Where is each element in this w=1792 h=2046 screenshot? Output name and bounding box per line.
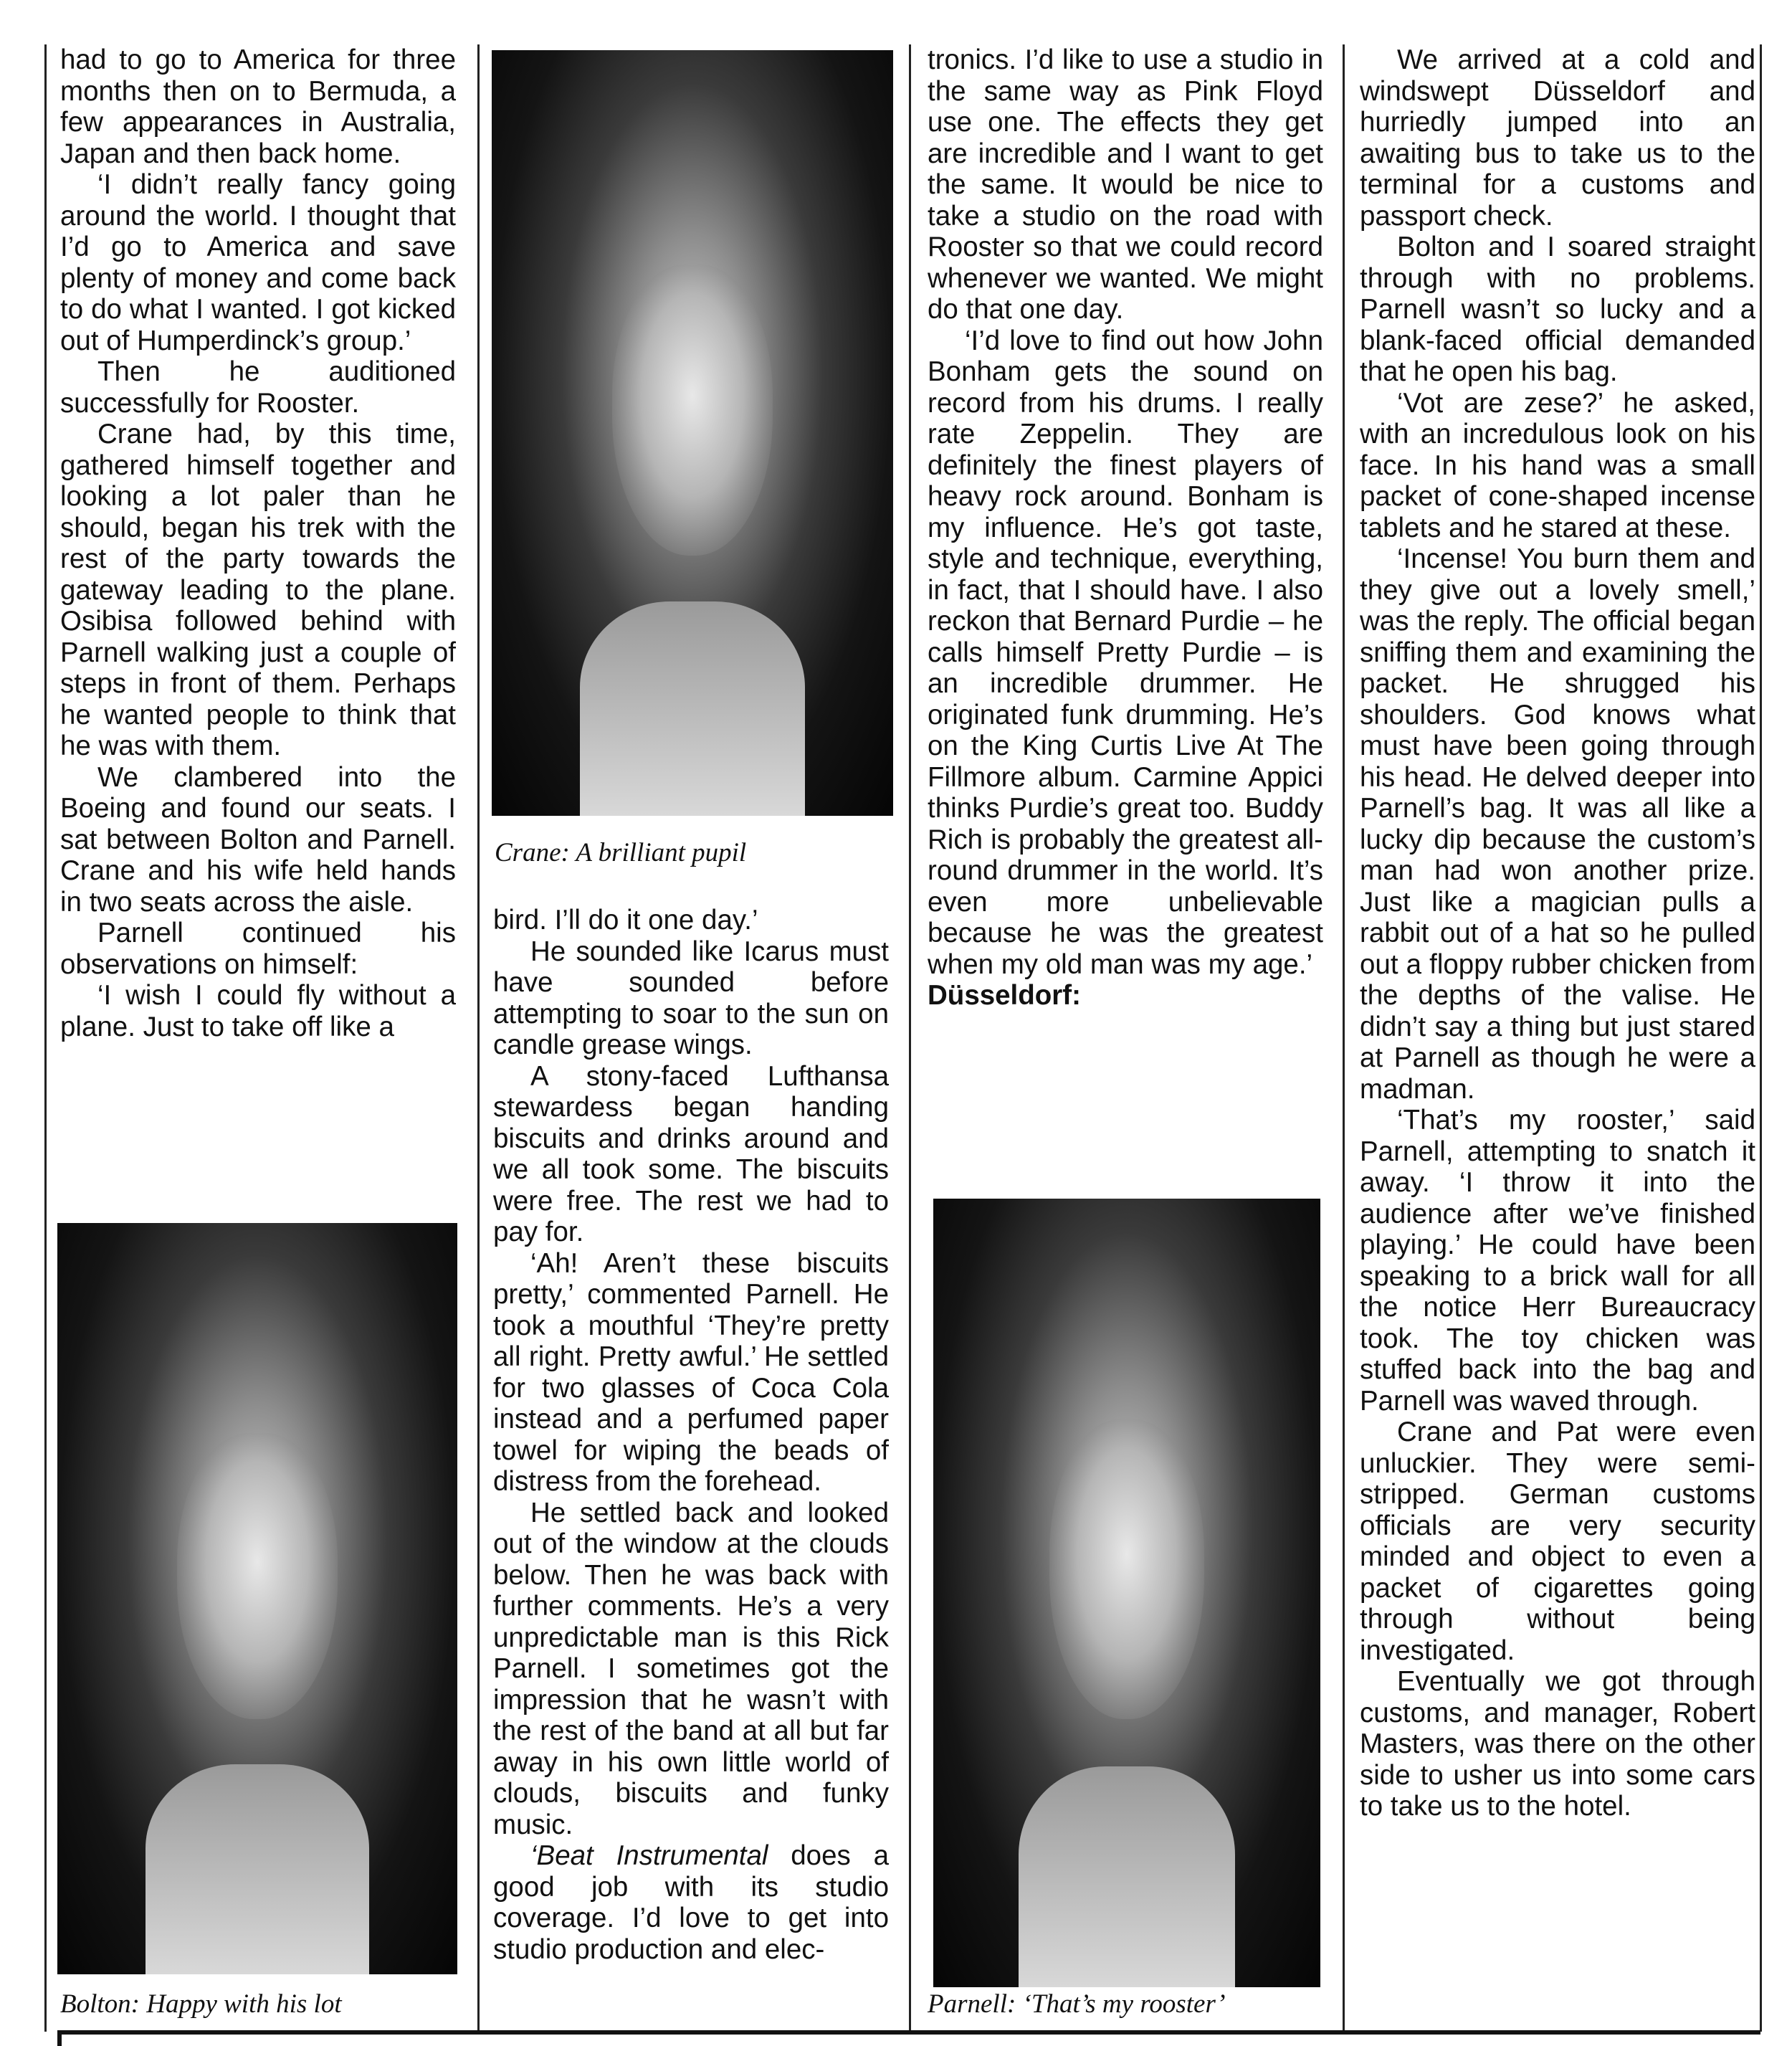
article-column-1 xyxy=(60,44,456,1042)
article-column-3 xyxy=(928,44,1323,1012)
column-rule-2 xyxy=(477,44,480,2032)
paragraph: Crane and Pat were even unluckier. They were semi-stripped. German customs officials are very security minded and object to even a packet of cigarettes going through without being investigated. xyxy=(1360,1417,1755,1666)
paragraph: ‘Incense! You burn them and they give out a lovely smell,’ was the reply. The official began sniffing them and examining the packet. He shrugged his shoulders. God knows what must have been going through his head. He delved deeper into Parnell’s bag. It was all like a lucky dip because the custom’s man had won another prize. Just like a magician pulls a rabbit out of a hat so he pulled out a floppy rubber chicken from the depths of the valise. He didn’t say a thing but just stared at Parnell as though he were a madman. xyxy=(1360,543,1755,1105)
shirt-shape xyxy=(1019,1766,1235,1987)
paragraph: had to go to America for three months then on to Bermuda, a few appearances in Australia, Japan and then back home. xyxy=(60,44,456,169)
paragraph: Parnell continued his observations on himself: xyxy=(60,918,456,980)
paragraph: ‘That’s my rooster,’ said Parnell, attempting to snatch it away. ‘I throw it into the audience after we’ve finished playing.’ He could have been speaking to a brick wall for all the notice Herr Bureaucracy took. The toy chicken was stuffed back into the bag and Parnell was waved through. xyxy=(1360,1105,1755,1417)
shirt-shape xyxy=(580,601,805,816)
article-column-2 xyxy=(493,905,889,1965)
paragraph xyxy=(493,1840,889,1965)
paragraph: ‘I wish I could fly without a plane. Just to take off like a xyxy=(60,980,456,1042)
parnell-photo xyxy=(933,1199,1320,1987)
paragraph: ‘Vot are zese?’ he asked, with an incredulous look on his face. In his hand was a small packet of cone-shaped incense tablets and he stared at these. xyxy=(1360,387,1755,543)
face-shape xyxy=(612,265,773,556)
column-rule-1 xyxy=(44,44,47,2032)
column-rule-3 xyxy=(909,44,911,2032)
parnell-caption: Parnell: ‘That’s my rooster’ xyxy=(928,1989,1226,2019)
paragraph: A stony-faced Lufthansa stewardess began handing biscuits and drinks around and we all took some. The biscuits were free. The rest we had to pay for. xyxy=(493,1060,889,1247)
bottom-border xyxy=(57,2030,1760,2035)
paragraph: We clambered into the Boeing and found our seats. I sat between Bolton and Parnell. Crane and his wife held hands in two seats across the aisle. xyxy=(60,761,456,918)
paragraph: He settled back and looked out of the window at the clouds below. Then he was back with further comments. He’s a very unpredictable man is this Rick Parnell. I sometimes got the impression that he wasn’t with the rest of the band at all but far away in his own little world of clouds, biscuits and funky music. xyxy=(493,1497,889,1840)
article-column-4 xyxy=(1360,44,1755,1822)
bolton-caption: Bolton: Happy with his lot xyxy=(60,1989,342,2019)
paragraph: We arrived at a cold and windswept Düsseldorf and hurriedly jumped into an awaiting bus to take us to the terminal for a customs and passport check. xyxy=(1360,44,1755,232)
paragraph: Then he auditioned successfully for Rooster. xyxy=(60,356,456,419)
paragraph: Eventually we got through customs, and manager, Robert Masters, was there on the other side to usher us into some cars to take us to the hotel. xyxy=(1360,1666,1755,1822)
paragraph: ‘Ah! Aren’t these biscuits pretty,’ commented Parnell. He took a mouthful ‘They’re pretty all right. Pretty awful.’ He settled for two glasses of Coca Cola instead and a perfumed paper towel for wiping the beads of distress from the forehead. xyxy=(493,1247,889,1497)
shirt-shape xyxy=(146,1764,369,1974)
face-shape xyxy=(1049,1419,1204,1719)
bolton-photo xyxy=(57,1223,457,1974)
paragraph: Bolton and I soared straight through with no problems. Parnell wasn’t so lucky and a blank-faced official demanded that he open his bag. xyxy=(1360,232,1755,387)
paragraph: He sounded like Icarus must have sounded before attempting to soar to the sun on candle grease wings. xyxy=(493,936,889,1060)
column-rule-4 xyxy=(1343,44,1345,2032)
paragraph: bird. I’ll do it one day.’ xyxy=(493,905,758,936)
column-rule-5 xyxy=(1760,44,1762,2032)
section-subhead: Düsseldorf: xyxy=(928,980,1081,1011)
magazine-title: ‘Beat Instrumental xyxy=(530,1840,768,1871)
paragraph: ‘I didn’t really fancy going around the world. I thought that I’d go to America and save plenty of money and come back to do what I wanted. I got kicked out of Humperdinck’s group.’ xyxy=(60,169,456,356)
face-shape xyxy=(177,1433,337,1718)
crane-caption: Crane: A brilliant pupil xyxy=(495,838,747,867)
paragraph-rest: does a good job with its studio coverage. I’d love to get into studio production and elec- xyxy=(493,1840,889,1965)
paragraph: ‘I’d love to find out how John Bonham gets the sound on record from his drums. I really rate Zeppelin. They are definitely the finest players of heavy rock around. Bonham is my influence. He’s got taste, style and technique, everything, in fact, that I should have. I also reckon that Bernard Purdie – he calls himself Pretty Purdie – is an incredible drummer. He originated funk drumming. He’s on the King Curtis Live At The Fillmore album. Carmine Appici thinks Purdie’s great too. Buddy Rich is probably the greatest all-round drummer in the world. It’s even more unbelievable because he was the greatest when my old man was my age.’ xyxy=(928,325,1323,980)
paragraph: Crane had, by this time, gathered himself together and looking a lot paler than he should, began his trek with the rest of the party towards the gateway leading to the plane. Osibisa followed behind with Parnell walking just a couple of steps in front of them. Perhaps he wanted people to think that he was with them. xyxy=(60,419,456,761)
crane-photo xyxy=(492,50,893,816)
paragraph: tronics. I’d like to use a studio in the same way as Pink Floyd use one. The effects they get are incredible and I want to get the same. It would be nice to take a studio on the road with Rooster so that we could record whenever we wanted. We might do that one day. xyxy=(928,44,1323,325)
bottom-border-corner xyxy=(57,2030,62,2046)
